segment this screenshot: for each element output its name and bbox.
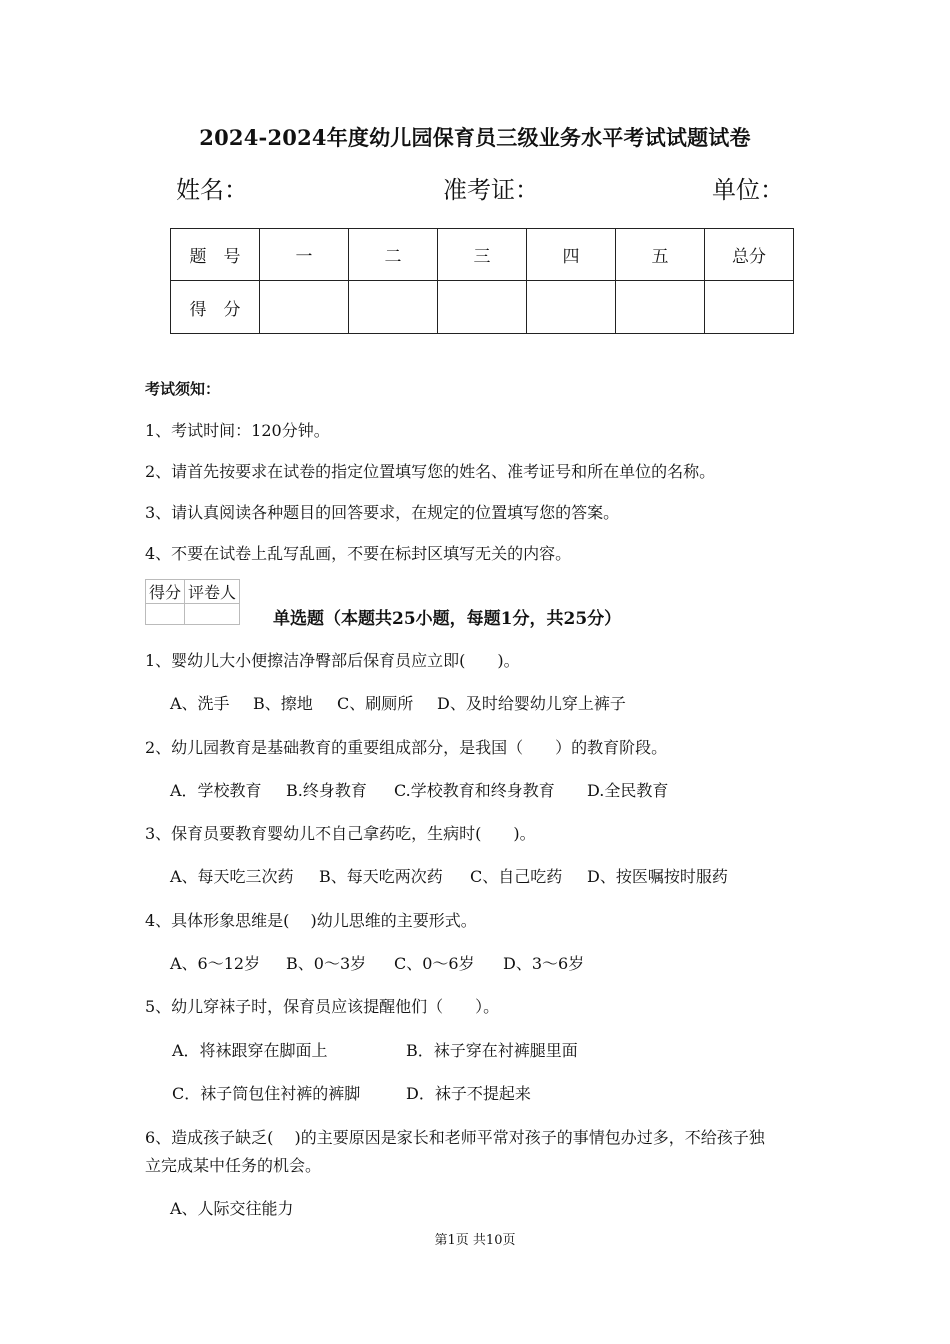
score-header-cell: 三 [438, 229, 527, 281]
page-number: 第1页 共10页 [434, 1233, 516, 1248]
score-header-cell: 一 [260, 229, 349, 281]
question-option: B、0～3岁 [286, 954, 367, 973]
notice-item: 3、请认真阅读各种题目的回答要求，在规定的位置填写您的答案。 [145, 503, 620, 522]
score-row-label: 得 分 [171, 281, 260, 334]
question-stem-continued: 立完成某中任务的机会。 [145, 1156, 322, 1175]
question-option: D、及时给婴幼儿穿上裤子 [437, 694, 626, 713]
exam-title: 2024-2024年度幼儿园保育员三级业务水平考试试题试卷 [199, 125, 751, 150]
grader-reviewer-cell [185, 604, 240, 625]
score-header-cell: 二 [349, 229, 438, 281]
question-option: A、6～12岁 [170, 954, 261, 973]
question-option: C、0～6岁 [394, 954, 475, 973]
notice-heading: 考试须知： [145, 380, 221, 398]
score-table-header-row [171, 229, 794, 281]
score-table [170, 228, 794, 334]
question-option: D、按医嘱按时服药 [587, 867, 728, 886]
notice-item: 2、请首先按要求在试卷的指定位置填写您的姓名、准考证号和所在单位的名称。 [145, 462, 716, 481]
score-cell [616, 281, 705, 334]
question-option: B.终身教育 [286, 781, 367, 800]
grader-score-cell [146, 604, 185, 625]
score-cell [527, 281, 616, 334]
question-option: A、洗手 [170, 694, 230, 713]
score-header-cell: 五 [616, 229, 705, 281]
name-field-label: 姓名： [176, 176, 248, 204]
score-cell [349, 281, 438, 334]
question-option: C．袜子筒包住衬裤的裤脚 [172, 1084, 361, 1103]
question-option: D．袜子不提起来 [406, 1084, 531, 1103]
notice-item: 4、不要在试卷上乱写乱画，不要在标封区填写无关的内容。 [145, 544, 572, 563]
question-stem: 1、婴幼儿大小便擦洁净臀部后保育员应立即( )。 [145, 651, 520, 670]
question-option: D、3～6岁 [503, 954, 585, 973]
section-title: 单选题（本题共25小题，每题1分，共25分） [273, 609, 622, 629]
score-header-cell: 四 [527, 229, 616, 281]
grader-box [145, 579, 240, 625]
question-option: B．袜子穿在衬裤腿里面 [406, 1041, 578, 1060]
score-cell [705, 281, 794, 334]
question-stem: 6、造成孩子缺乏( )的主要原因是家长和老师平常对孩子的事情包办过多，不给孩子独 [145, 1128, 765, 1147]
score-header-cell: 总分 [705, 229, 794, 281]
notice-item: 1、考试时间：120分钟。 [145, 421, 330, 440]
question-option: A．学校教育 [170, 781, 262, 800]
question-option: C、刷厕所 [337, 694, 414, 713]
question-option: C、自己吃药 [470, 867, 563, 886]
unit-field-label: 单位： [712, 176, 784, 204]
question-option: D.全民教育 [587, 781, 669, 800]
question-stem: 2、幼儿园教育是基础教育的重要组成部分，是我国（ ）的教育阶段。 [145, 738, 668, 757]
grader-reviewer-label: 评卷人 [185, 580, 240, 604]
question-stem: 4、具体形象思维是( )幼儿思维的主要形式。 [145, 911, 477, 930]
question-option: B、擦地 [253, 694, 313, 713]
exam-number-field-label: 准考证： [443, 176, 539, 204]
question-option: B、每天吃两次药 [319, 867, 443, 886]
score-cell [260, 281, 349, 334]
question-stem: 5、幼儿穿袜子时，保育员应该提醒他们（ ）。 [145, 997, 500, 1016]
grader-score-label: 得分 [146, 580, 185, 604]
question-option: C.学校教育和终身教育 [394, 781, 555, 800]
score-cell [438, 281, 527, 334]
score-table-score-row [171, 281, 794, 334]
question-option: A．将袜跟穿在脚面上 [172, 1041, 328, 1060]
question-stem: 3、保育员要教育婴幼儿不自己拿药吃，生病时( )。 [145, 824, 536, 843]
question-option: A、每天吃三次药 [170, 867, 294, 886]
question-option: A、人际交往能力 [170, 1199, 294, 1218]
score-header-cell: 题 号 [171, 229, 260, 281]
